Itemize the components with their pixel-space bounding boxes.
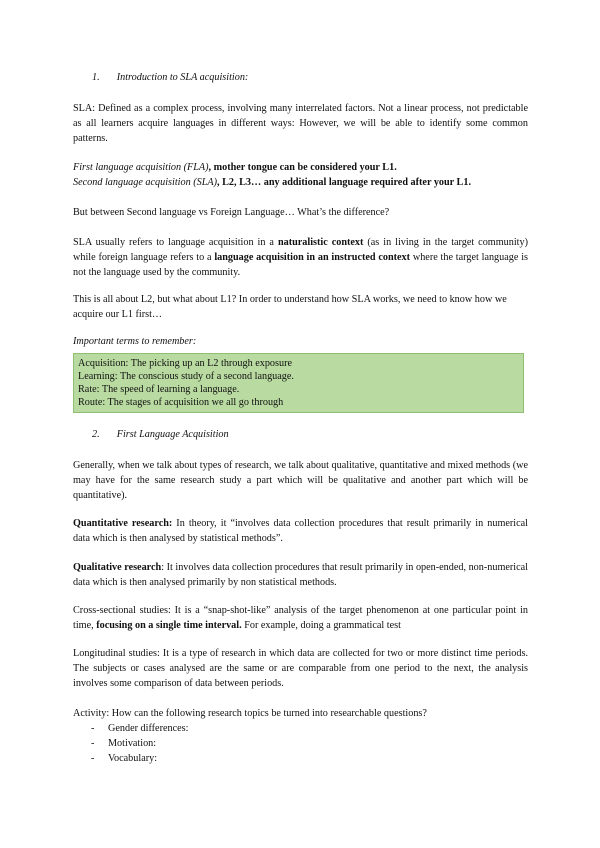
section-2-number: 2. (92, 429, 100, 440)
activity-item-label: Motivation: (108, 738, 157, 749)
section-1-number: 1. (92, 72, 100, 83)
bullet: - (91, 753, 95, 764)
activity-item-vocabulary (73, 751, 528, 766)
activity-prompt: Activity: How can the following research topics be turned into researchable questions? (73, 708, 427, 719)
quantitative-label: Quantitative research: (73, 518, 173, 529)
difference-question: But between Second language vs Foreign Language… What’s the difference? (73, 207, 390, 218)
sla-usage-text-3: where the target language is not the language used by the community. (73, 252, 528, 278)
sla-usage-paragraph (73, 235, 528, 280)
qualitative-paragraph (73, 560, 528, 590)
sla-term: Second language acquisition (SLA) (73, 177, 218, 188)
cross-sectional-bold: focusing on a single time interval. (96, 620, 242, 631)
activity-item-label: Vocabulary: (108, 753, 158, 764)
term-acquisition: Acquisition: The picking up an L2 through exposure (78, 358, 292, 369)
activity-list (73, 721, 528, 766)
activity-item-label: Gender differences: (108, 723, 189, 734)
term-route: Route: The stages of acquisition we all go through (78, 397, 284, 408)
bullet: - (91, 723, 95, 734)
section-2-heading (92, 429, 229, 440)
longitudinal-paragraph: Longitudinal studies: It is a type of research in which data are collected for two or more distinct time periods. The subjects or cases analysed are the same or are comparable from one period to the next, the analysis involves some comparison of data between periods. (73, 648, 528, 689)
activity-item-gender (73, 721, 528, 736)
bullet: - (91, 738, 95, 749)
important-terms-box (73, 353, 524, 413)
sla-definition: SLA: Defined as a complex process, involving many interrelated factors. Not a linear process, not predictable as all learners acquire languages in different ways: However, we will be able to identify some common patterns. (73, 103, 528, 144)
research-types-paragraph: Generally, when we talk about types of research, we talk about qualitative, quantitative and mixed methods (we may have for the same research study a part which will be qualitative and another part which will be quantitative). (73, 460, 528, 501)
qualitative-text: : It involves data collection procedures that result primarily in open-ended, non-numerical data which is then analysed primarily by non statistical methods. (73, 562, 528, 588)
quantitative-text: In theory, it “involves data collection procedures that result primarily in numerical data which is then analysed by statistical methods”. (73, 518, 528, 544)
fla-term: First language acquisition (FLA) (73, 162, 209, 173)
sla-desc: , L2, L3… any additional language required after your L1. (217, 177, 471, 188)
sla-usage-text-1: SLA usually refers to language acquisition in a (73, 237, 278, 248)
section-1-title: Introduction to SLA acquisition: (116, 72, 249, 83)
section-1-heading (92, 72, 248, 83)
sla-line (73, 175, 528, 190)
l1-intro: This is all about L2, but what about L1? In order to understand how SLA works, we need to know how we acquire our L1 first… (73, 294, 507, 320)
activity-item-motivation (73, 736, 528, 751)
cross-sectional-text-1: Cross-sectional studies: It is a “snap-shot-like” analysis of the target phenomenon at one particular point in time, (73, 605, 528, 631)
fla-desc: , mother tongue can be considered your L1. (208, 162, 397, 173)
quantitative-paragraph (73, 516, 528, 546)
instructed-context: language acquisition in an instructed context (214, 252, 411, 263)
qualitative-label: Qualitative research (73, 562, 162, 573)
term-rate: Rate: The speed of learning a language. (78, 384, 240, 395)
cross-sectional-paragraph (73, 603, 528, 633)
fla-line (73, 160, 528, 175)
activity-section (73, 706, 528, 766)
section-2-title: First Language Acquisition (116, 429, 229, 440)
important-terms-heading: Important terms to remember: (73, 336, 197, 347)
naturalistic-context: naturalistic context (277, 237, 364, 248)
cross-sectional-text-2: For example, doing a grammatical test (241, 620, 401, 631)
sla-usage-text-2: (as in living in the target community) while foreign language refers to a (73, 237, 528, 263)
term-learning: Learning: The conscious study of a second language. (78, 371, 294, 382)
